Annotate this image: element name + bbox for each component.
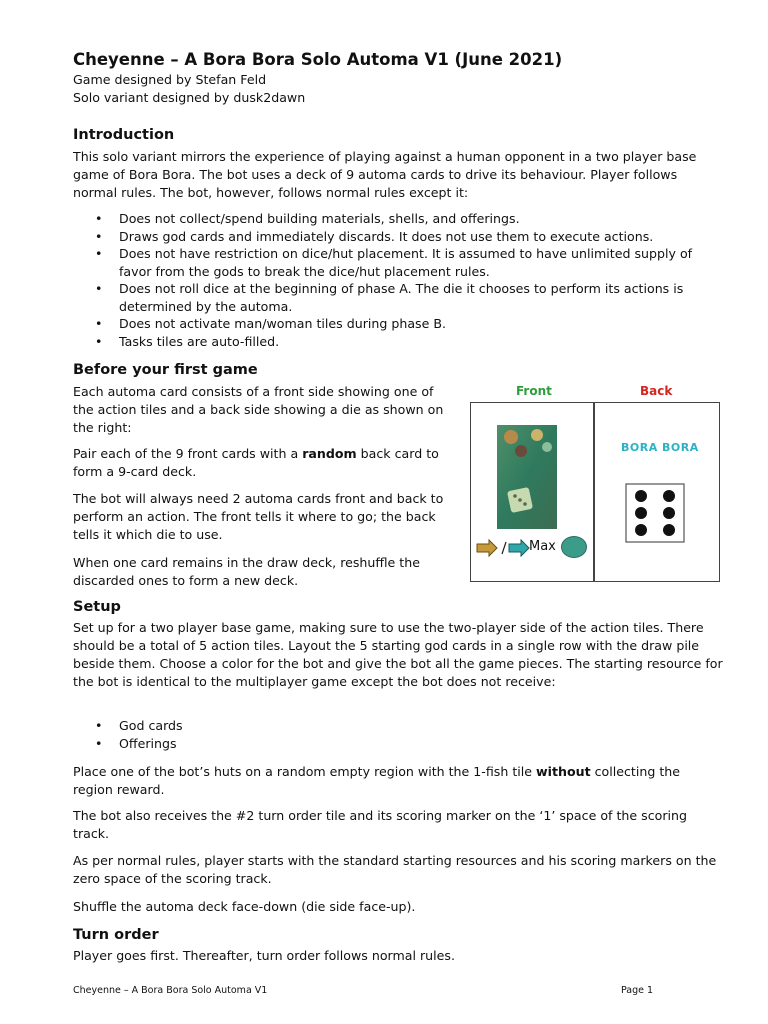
introduction-heading: Introduction [73,127,175,143]
list-item: • Tasks tiles are auto-filled. [73,333,693,351]
front-label: Front [516,384,552,398]
designer-credit: Game designed by Stefan Feld [73,72,267,87]
para-text: collecting the region reward. [73,764,680,797]
list-item: • God cards [73,717,693,735]
emphasis-without: without [536,764,591,779]
setup-para-5: Shuffle the automa deck face-down (die side face-up). [73,899,416,914]
automa-card-back [594,402,720,582]
setup-para-2 [73,763,723,799]
list-item: • Does not collect/spend building materials, shells, and offerings. [73,210,693,228]
before-first-game-para-4: When one card remains in the draw deck, reshuffle the discarded ones to form a new deck. [73,555,420,588]
setup-heading: Setup [73,599,121,615]
para-text: back card to form a 9-card deck. [73,446,439,479]
automa-card-front [470,402,594,582]
list-item: • Draws god cards and immediately discards. It does not use them to execute actions. [73,228,693,246]
setup-para-1: Set up for a two player base game, making sure to use the two-player side of the action tiles. There should be a total of 5 action tiles. Layout the 5 starting god cards in a single row with the draw pile beside them. Choose a color for the bot and give the bot all the game pieces. The starting resource for the bot is identical to the multiplayer game except the bot does not receive: [73,620,723,689]
setup-para-3: The bot also receives the #2 turn order tile and its scoring marker on the ‘1’ space of the scoring track. [73,808,687,841]
bora-bora-logo: BORA BORA [621,441,699,454]
para-text: Place one of the bot’s huts on a random empty region with the 1-fish tile [73,764,537,779]
turn-order-heading: Turn order [73,927,159,943]
list-item: • Offerings [73,735,693,753]
before-first-game-heading: Before your first game [73,362,258,378]
back-label: Back [640,384,673,398]
before-first-game-para-1: Each automa card consists of a front side showing one of the action tiles and a back side showing a die as shown on the right: [73,384,444,435]
setup-para-4: As per normal rules, player starts with the standard starting resources and his scoring markers on the zero space of the scoring track. [73,853,717,886]
list-item: • Does not activate man/woman tiles during phase B. [73,315,693,333]
god-tile-icon [561,536,587,558]
turn-order-paragraph: Player goes first. Thereafter, turn order follows normal rules. [73,948,455,963]
introduction-bullet-list [73,210,693,350]
before-first-game-para-3: The bot will always need 2 automa cards front and back to perform an action. The front tells it where to go; the back tells it which die to use. [73,491,444,542]
footer-document-title: Cheyenne – A Bora Bora Solo Automa V1 [73,985,268,996]
page-title: Cheyenne – A Bora Bora Solo Automa V1 (June 2021) [73,50,563,69]
max-label: Max [529,539,556,554]
introduction-paragraph: This solo variant mirrors the experience of playing against a human opponent in a two player base game of Bora Bora. The bot uses a deck of 9 automa cards to drive its behaviour. Player follows normal rules. The bot, however, follows normal rules except it: [73,149,697,200]
list-item: • Does not roll dice at the beginning of phase A. The die it chooses to perform its actions is determined by the automa. [73,280,693,315]
list-item: • Does not have restriction on dice/hut placement. It is assumed to have unlimited supply of favor from the gods to break the dice/hut placement rules. [73,245,693,280]
setup-bullet-list [73,717,693,752]
emphasis-random: random [302,446,357,461]
solo-designer-credit: Solo variant designed by dusk2dawn [73,90,306,105]
before-first-game-para-2 [73,445,458,481]
die-six-icon [625,483,685,543]
footer-page-number: Page 1 [621,985,654,996]
arrow-icons [475,538,535,558]
para-text: Pair each of the 9 front cards with a [73,446,303,461]
